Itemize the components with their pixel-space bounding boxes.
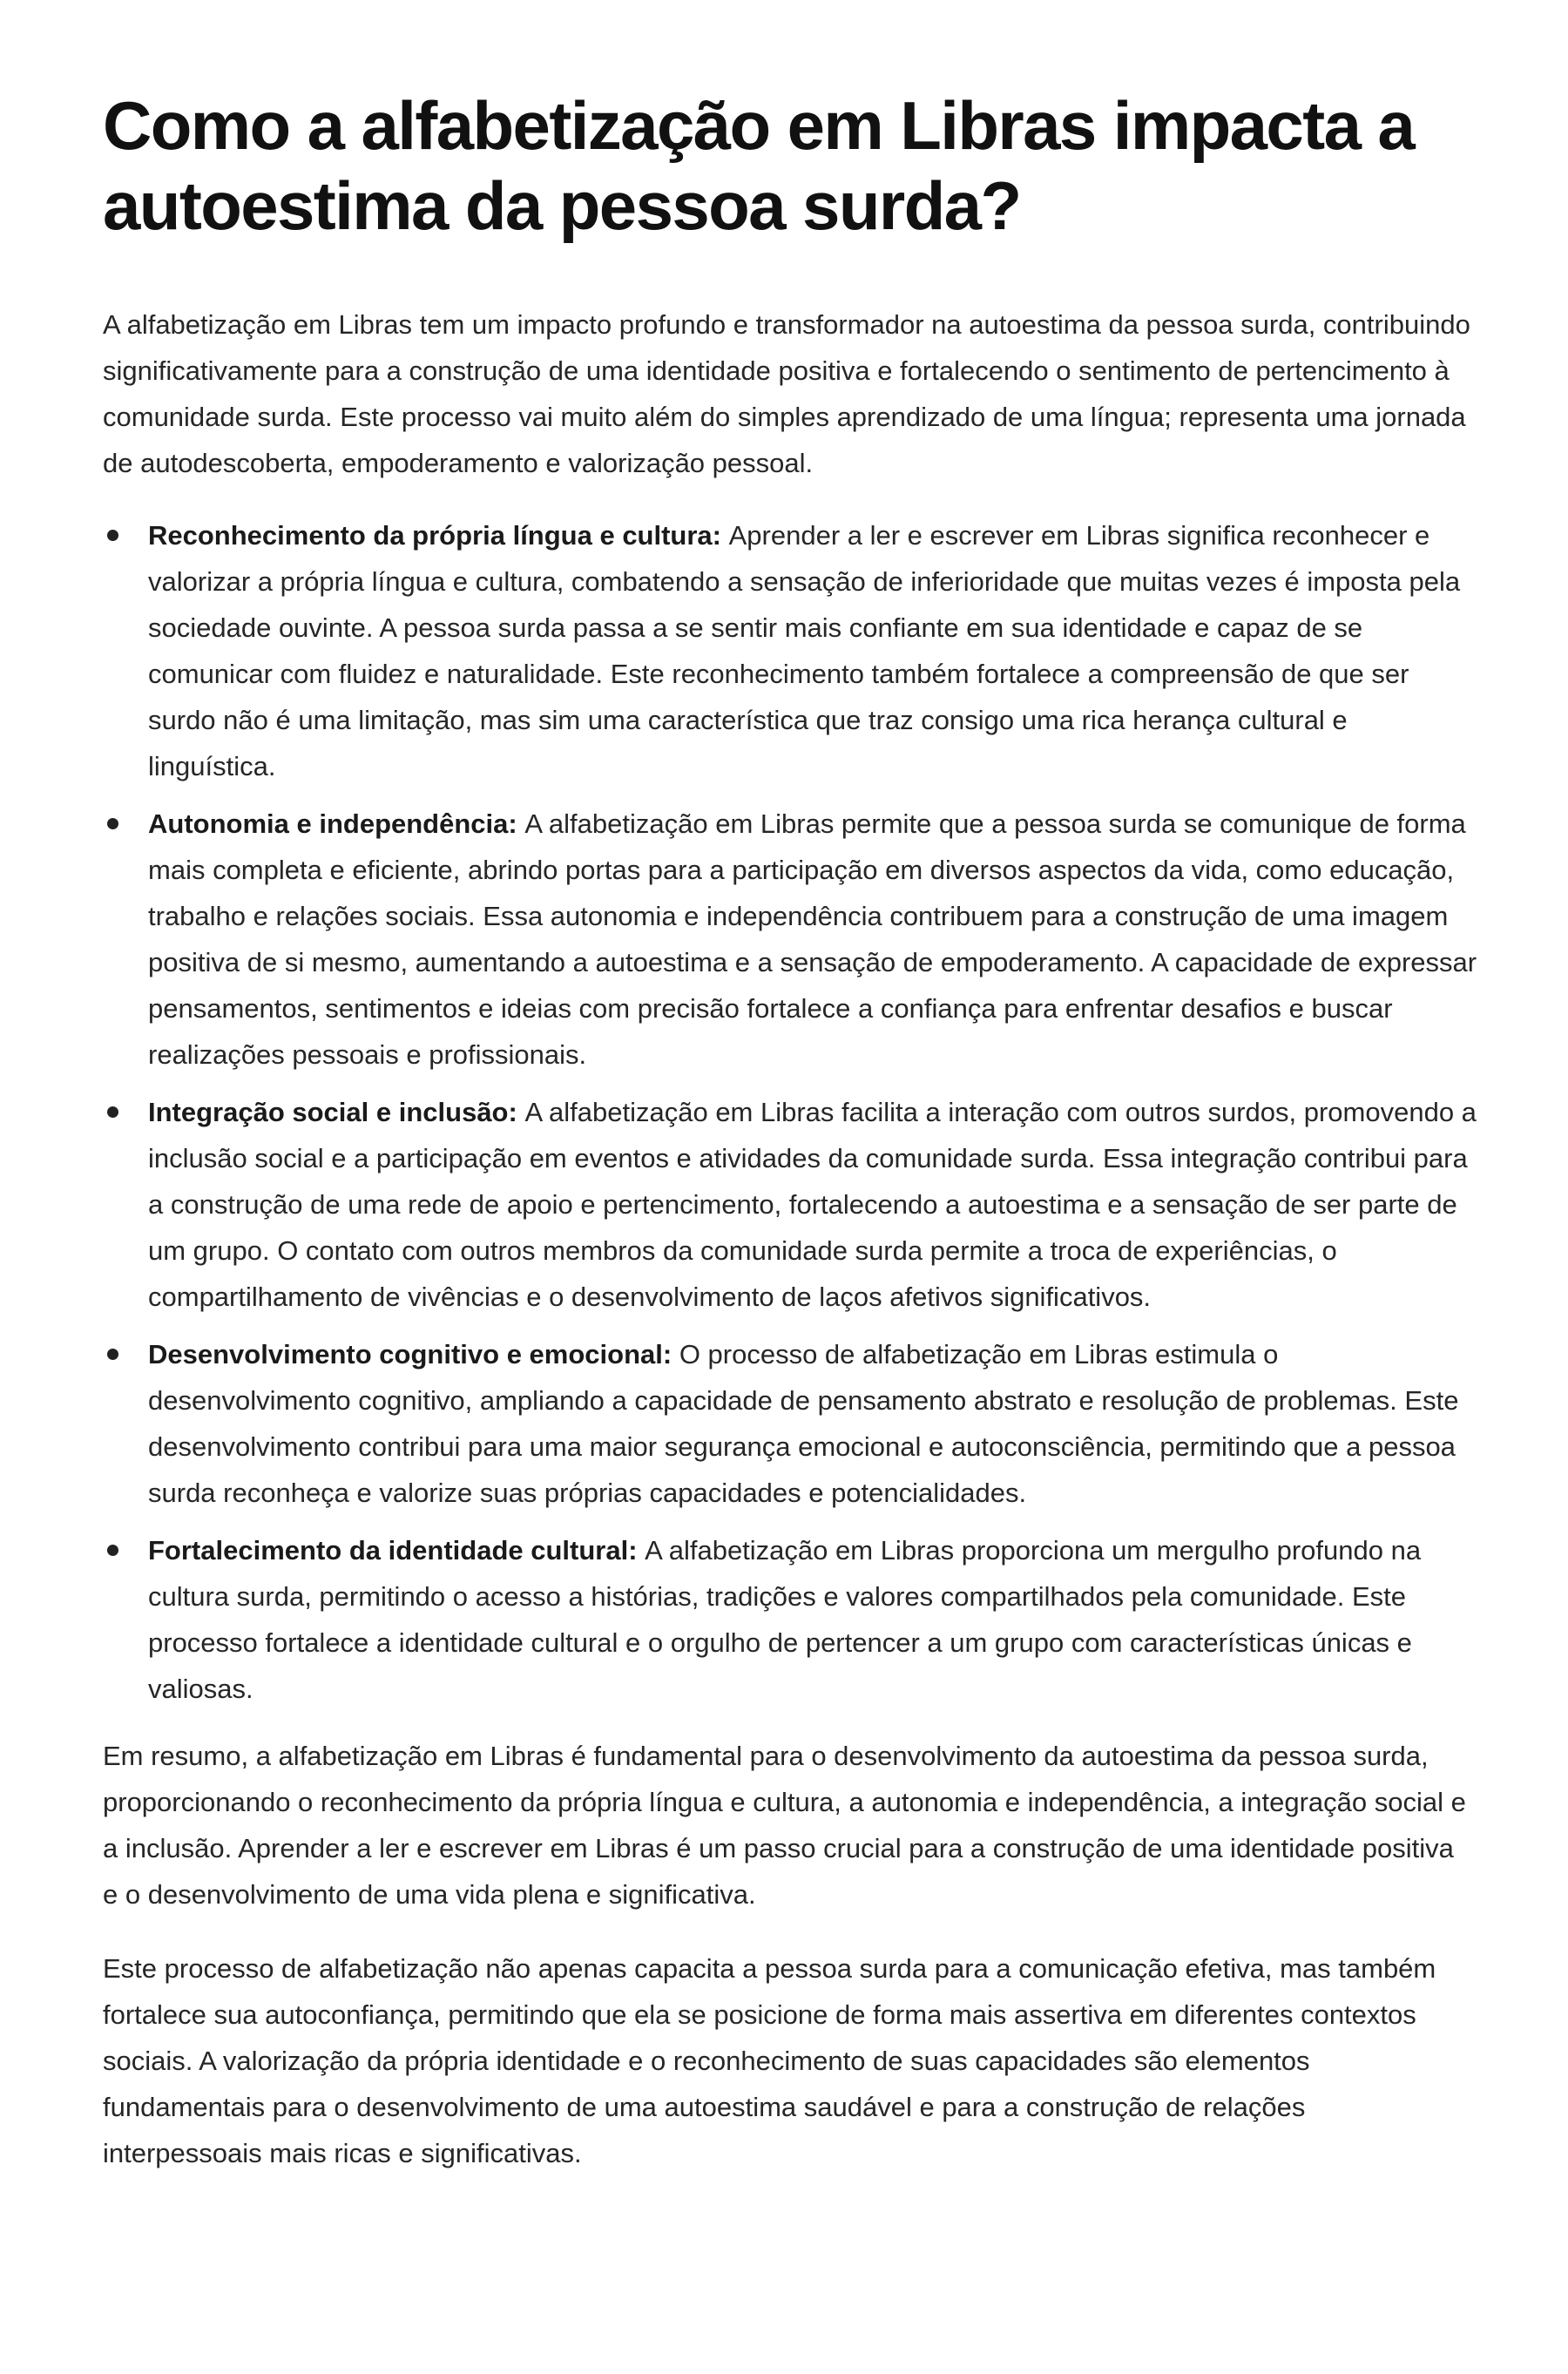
intro-paragraph: A alfabetização em Libras tem um impacto profundo e transformador na autoestima da pessoa surda, contribuindo significativamente para a construção de uma identidade positiva e fortalecendo o sentimento de pertencimento à comunidade surda. Este processo vai muito além do simples aprendizado de uma língua; representa uma jornada de autodescoberta, empoderamento e valorização pessoal. <box>103 309 1470 478</box>
list-item <box>103 801 1479 1078</box>
bullet-icon <box>107 1349 118 1360</box>
bullet-icon <box>107 530 118 541</box>
bullet-label: Reconhecimento da própria língua e cultura: <box>148 520 729 551</box>
closing-paragraph: Este processo de alfabetização não apenas capacita a pessoa surda para a comunicação efetiva, mas também fortalece sua autoconfiança, permitindo que ela se posicione de forma mais assertiva em diferentes contextos sociais. A valorização da própria identidade e o reconhecimento de suas capacidades são elementos fundamentais para o desenvolvimento de uma autoestima saudável e para a construção de relações interpessoais mais ricas e significativas. <box>103 1953 1436 2168</box>
list-item <box>103 1089 1479 1320</box>
summary-paragraph: Em resumo, a alfabetização em Libras é fundamental para o desenvolvimento da autoestima da pessoa surda, proporcionando o reconhecimento da própria língua e cultura, a autonomia e independência, a integração social e a inclusão. Aprender a ler e escrever em Libras é um passo crucial para a construção de uma identidade positiva e o desenvolvimento de uma vida plena e significativa. <box>103 1741 1466 1910</box>
bullet-text: Aprender a ler e escrever em Libras significa reconhecer e valorizar a própria língua e cultura, combatendo a sensação de inferioridade que muitas vezes é imposta pela sociedade ouvinte. A pessoa surda passa a se sentir mais confiante em sua identidade e capaz de se comunicar com fluidez e naturalidade. Este reconhecimento também fortalece a compreensão de que ser surdo não é uma limitação, mas sim uma característica que traz consigo uma rica herança cultural e linguística. <box>148 520 1461 781</box>
bullet-text: A alfabetização em Libras facilita a interação com outros surdos, promovendo a inclusão social e a participação em eventos e atividades da comunidade surda. Essa integração contribui para a construção de uma rede de apoio e pertencimento, fortalecendo a autoestima e a sensação de ser parte de um grupo. O contato com outros membros da comunidade surda permite a troca de experiências, o compartilhamento de vivências e o desenvolvimento de laços afetivos significativos. <box>148 1097 1477 1312</box>
bullet-label: Fortalecimento da identidade cultural: <box>148 1535 645 1566</box>
page-title: Como a alfabetização em Libras impacta a autoestima da pessoa surda? <box>103 87 1415 244</box>
list-item <box>103 512 1479 789</box>
bullet-icon <box>107 1545 118 1556</box>
bullet-label: Autonomia e independência: <box>148 808 525 839</box>
bullet-label: Integração social e inclusão: <box>148 1097 525 1127</box>
bullet-label: Desenvolvimento cognitivo e emocional: <box>148 1339 679 1370</box>
bullet-icon <box>107 818 118 829</box>
list-item <box>103 1331 1479 1516</box>
bullet-text: O processo de alfabetização em Libras estimula o desenvolvimento cognitivo, ampliando a capacidade de pensamento abstrato e resolução de problemas. Este desenvolvimento contribui para uma maior segurança emocional e autoconsciência, permitindo que a pessoa surda reconheça e valorize suas próprias capacidades e potencialidades. <box>148 1339 1459 1508</box>
bullet-list <box>103 512 1479 1712</box>
bullet-icon <box>107 1106 118 1118</box>
list-item <box>103 1527 1479 1712</box>
bullet-text: A alfabetização em Libras proporciona um mergulho profundo na cultura surda, permitindo o acesso a histórias, tradições e valores compartilhados pela comunidade. Este processo fortalece a identidade cultural e o orgulho de pertencer a um grupo com características únicas e valiosas. <box>148 1535 1422 1704</box>
bullet-text: A alfabetização em Libras permite que a pessoa surda se comunique de forma mais completa e eficiente, abrindo portas para a participação em diversos aspectos da vida, como educação, trabalho e relações sociais. Essa autonomia e independência contribuem para a construção de uma imagem positiva de si mesmo, aumentando a autoestima e a sensação de empoderamento. A capacidade de expressar pensamentos, sentimentos e ideias com precisão fortalece a confiança para enfrentar desafios e buscar realizações pessoais e profissionais. <box>148 808 1477 1070</box>
